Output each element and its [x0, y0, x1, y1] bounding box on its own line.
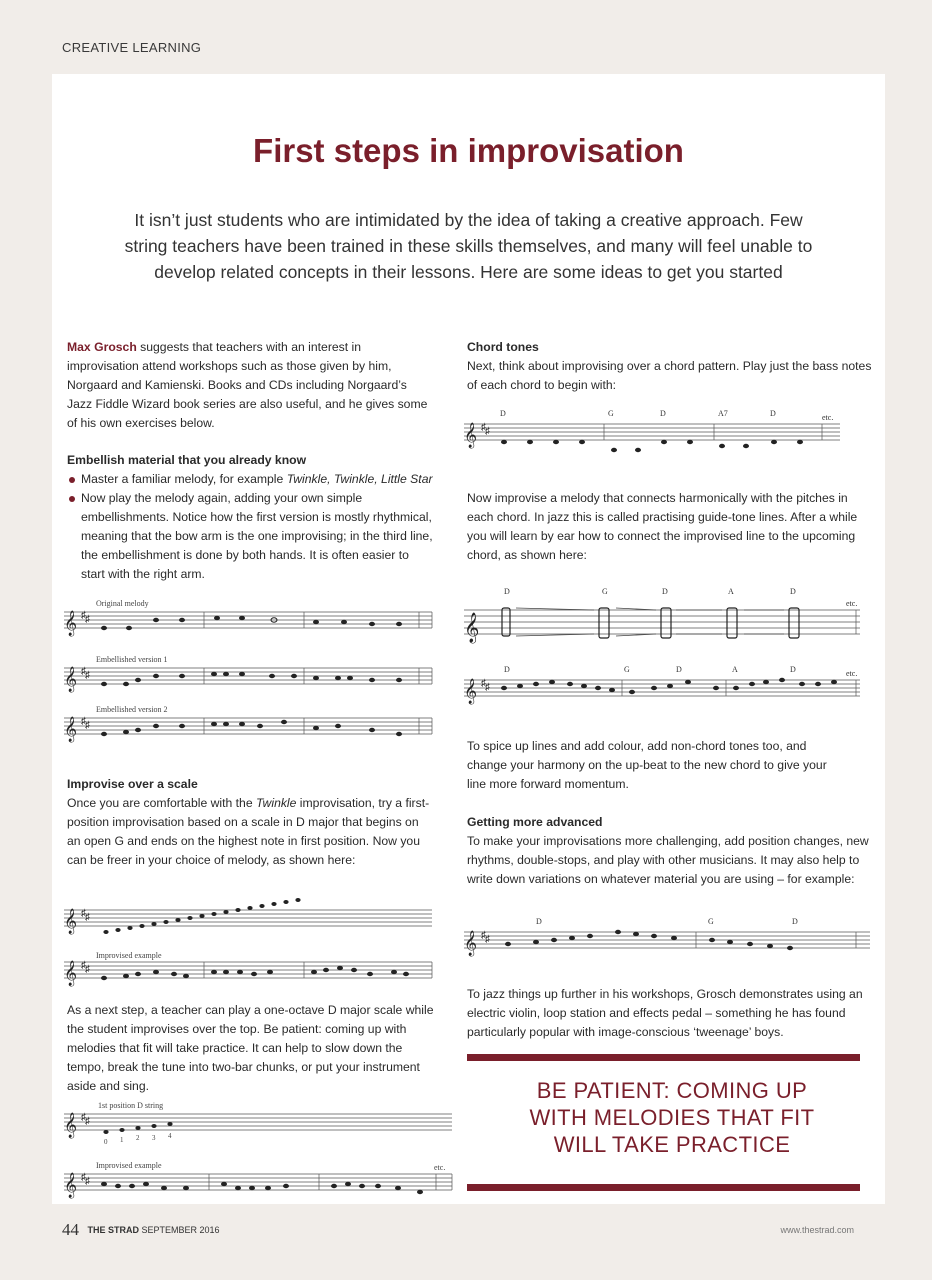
page-number: 44	[62, 1220, 79, 1239]
svg-text:♯: ♯	[85, 1116, 90, 1127]
whole-note-chords	[502, 608, 799, 638]
staff-label: Embellished version 1	[96, 655, 168, 664]
d-string-staves	[64, 1098, 454, 1202]
staff-embellished-2	[64, 718, 432, 734]
treble-clef-icon: 𝄞	[64, 960, 78, 985]
notes-d-string	[103, 1122, 172, 1134]
intro-paragraph: Max Grosch suggests that teachers with an interest in improvisation attend workshops such as those given by him, Norgaard and Kamienski. Books and CDs including Norgaard’s Jazz Fiddle Wizard book series are also useful, and he gives some of his own exercises below.	[67, 340, 428, 430]
svg-text:♯: ♯	[81, 1172, 86, 1183]
chord-symbol: A	[732, 665, 738, 674]
chord-paragraph: Next, think about improvising over a chord pattern. Play just the bass notes of each chord to begin with:	[467, 359, 872, 392]
standfirst: It isn’t just students who are intimidated by the idea of taking a creative approach. Few string teachers have been trained in these skills themselves, and many will feel unable to develop related concepts in their lessons. Here are some ideas to get you started	[124, 210, 813, 282]
notes-d-improvised	[101, 1182, 423, 1194]
chord-symbol: D	[662, 587, 668, 596]
svg-text:♯: ♯	[481, 678, 486, 689]
bullet-item: Now play the melody again, adding your own simple embellishments. Notice how the first version is mostly rhythmical, meaning that the bow arm is the one improvising; in the third line, the embellishment is done by both hands. It is often easier to start with the right arm.	[67, 489, 435, 584]
article-title: First steps in improvisation	[253, 132, 684, 169]
etc-label: etc.	[822, 413, 834, 422]
etc-label: etc.	[846, 599, 858, 608]
embellish-heading: Embellish material that you already know	[67, 453, 307, 467]
article-panel	[52, 74, 885, 1204]
svg-text:♯: ♯	[481, 422, 486, 433]
svg-text:♯: ♯	[81, 960, 86, 971]
chord-section	[467, 338, 877, 395]
twinkle-staves	[64, 596, 434, 746]
key-sharp-icon: ♯	[81, 716, 86, 727]
key-sharp-icon: ♯	[85, 614, 90, 625]
chord-symbol: D	[660, 409, 666, 418]
advanced-section	[467, 813, 877, 889]
left-column	[67, 338, 435, 584]
advanced-paragraph: To make your improvisations more challenging, add position changes, new rhythms, double-stops, and play with other musicians. It may also help to write down variations on whatever material you are using – for example:	[467, 834, 869, 886]
svg-text:♯: ♯	[485, 682, 490, 693]
next-step-paragraph: As a next step, a teacher can play a one-octave D major scale while the student improvises over the top. Be patient: coming up with melodies that fit will take practice. It can help to slow down the tempo, break the tune into two-bar chunks, or put your instrument aside and sing.	[67, 1003, 434, 1093]
scale-paragraph: Once you are comfortable with the Twinkle improvisation, try a first-position improvisation based on a scale in D major that begins on an open G and ends on the highest note in first position. Now you can be freer in your choice of melody, as shown here:	[67, 796, 430, 867]
chord-symbol: D	[504, 665, 510, 674]
key-sharp-icon: ♯	[85, 720, 90, 731]
chord-symbol: G	[624, 665, 630, 674]
spice-paragraph: To spice up lines and add colour, add non-chord tones too, and change your harmony on the up-beat to the new chord to give your line more forward momentum.	[467, 739, 827, 791]
footer-url[interactable]: www.thestrad.com	[780, 1225, 854, 1235]
chord-heading: Chord tones	[467, 340, 539, 354]
treble-clef-icon: 𝄞	[64, 908, 78, 933]
chord-symbol: D	[790, 587, 796, 596]
fingering-label: 1	[120, 1136, 124, 1144]
svg-text:♯: ♯	[85, 912, 90, 923]
embellish-list	[67, 470, 435, 584]
advanced-staff	[464, 912, 874, 966]
jazz-paragraph: To jazz things up further in his workshops, Grosch demonstrates using an electric violin, loop station and effects pedal – something he has found particularly popular with image-conscious ‘tweenage’ boys.	[467, 987, 863, 1039]
svg-text:♯: ♯	[481, 930, 486, 941]
chord-symbol: G	[608, 409, 614, 418]
guide-tone-paragraph: Now improvise a melody that connects harmonically with the pitches in each chord. In jazz this is called practising guide-tone lines. After a while you will learn by ear how to connect the improvised line to the upcoming chord, as shown here:	[467, 491, 858, 562]
page-footer	[62, 1220, 220, 1240]
chord-symbol: D	[536, 917, 542, 926]
section-label: CREATIVE LEARNING	[62, 40, 202, 55]
fingering-label: 3	[152, 1134, 156, 1142]
author-name: Max Grosch	[67, 340, 137, 354]
notes-scale	[103, 898, 300, 934]
chord-symbol: G	[602, 587, 608, 596]
key-sharp-icon: ♯	[81, 610, 86, 621]
scale-heading: Improvise over a scale	[67, 777, 198, 791]
notes-bass	[501, 440, 803, 452]
treble-clef-icon: 𝄞	[64, 666, 78, 691]
svg-text:♯: ♯	[81, 908, 86, 919]
scale-section	[67, 775, 435, 870]
treble-clef-icon: 𝄞	[464, 930, 478, 955]
guide-tone-staves	[464, 580, 874, 718]
etc-label: etc.	[846, 669, 858, 678]
staff-embellished-1	[64, 668, 432, 684]
svg-text:♯: ♯	[485, 934, 490, 945]
scale-staves	[64, 896, 434, 988]
issue-date: SEPTEMBER 2016	[141, 1225, 220, 1235]
pull-quote-rule-top	[467, 1054, 860, 1061]
treble-clef-icon: 𝄞	[64, 1112, 78, 1137]
chord-symbol: D	[770, 409, 776, 418]
chord-symbol: D	[500, 409, 506, 418]
chord-symbol: A	[728, 587, 734, 596]
staff-label: Original melody	[96, 599, 149, 608]
chord-symbol: D	[792, 917, 798, 926]
key-sharp-icon: ♯	[85, 670, 90, 681]
staff-label: Improvised example	[96, 1161, 162, 1170]
svg-text:♯: ♯	[485, 426, 490, 437]
chord-symbol: A7	[718, 409, 728, 418]
staff-original	[64, 612, 432, 628]
treble-clef-icon: 𝄞	[64, 1172, 78, 1197]
chord-symbol: G	[708, 917, 714, 926]
svg-text:♯: ♯	[81, 1112, 86, 1123]
advanced-heading: Getting more advanced	[467, 815, 603, 829]
bass-notes-staff	[464, 406, 844, 458]
chord-symbol: D	[504, 587, 510, 596]
pull-quote-rule-bottom	[467, 1184, 860, 1191]
pull-quote: BE PATIENT: COMING UP WITH MELODIES THAT FIT WILL TAKE PRACTICE	[529, 1078, 815, 1157]
treble-clef-icon: 𝄞	[64, 716, 78, 741]
key-sharp-icon: ♯	[81, 666, 86, 677]
treble-clef-icon: 𝄞	[464, 613, 480, 642]
treble-clef-icon: 𝄞	[464, 422, 478, 447]
etc-label: etc.	[434, 1163, 446, 1172]
svg-text:♯: ♯	[85, 1176, 90, 1187]
svg-text:♯: ♯	[85, 964, 90, 975]
staff-label: Embellished version 2	[96, 705, 168, 714]
fingering-label: 0	[104, 1138, 108, 1146]
staff-label: Improvised example	[96, 951, 162, 960]
chord-symbol: D	[676, 665, 682, 674]
bullet-item: Master a familiar melody, for example Twinkle, Twinkle, Little Star	[67, 470, 435, 489]
staff-label: 1st position D string	[98, 1101, 164, 1110]
fingering-label: 4	[168, 1132, 172, 1140]
magazine-name: THE STRAD	[87, 1225, 140, 1235]
treble-clef-icon: 𝄞	[64, 610, 78, 635]
fingering-label: 2	[136, 1134, 140, 1142]
treble-clef-icon: 𝄞	[464, 678, 478, 703]
chord-symbol: D	[790, 665, 796, 674]
